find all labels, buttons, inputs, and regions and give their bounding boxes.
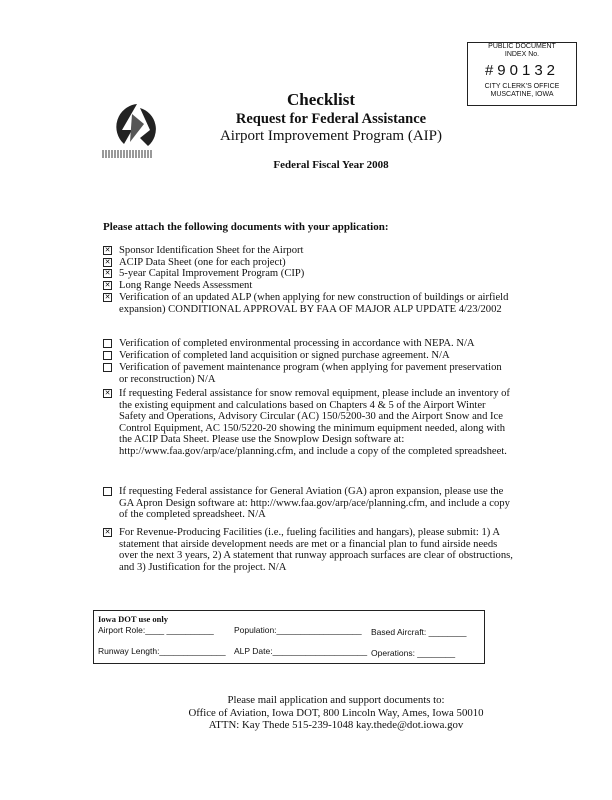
- checklist-item-text: For Revenue-Producing Facilities (i.e., fueling facilities and hangars), please submit: 1) A statement that airside development needs are met or a financial plan to fund airside needs over the next 3 years, 2) A statement that runway approach surfaces are clear of obstructions, and 3) Justification for the project. N/A: [119, 527, 513, 573]
- logo-caption: [102, 150, 152, 158]
- stamp-line: INDEX No.: [504, 51, 540, 58]
- stamp-number: #90132: [484, 62, 560, 79]
- airport-role-field: Airport Role:____ __________: [98, 625, 214, 635]
- stamp-line: CITY CLERK'S OFFICE: [484, 83, 560, 90]
- fiscal-year: Federal Fiscal Year 2008: [273, 159, 389, 171]
- checklist-item-text: Verification of an updated ALP (when applying for new construction of buildings or airfield expansion) CONDITIONAL APPROVAL BY FAA OF MAJOR ALP UPDATE 4/23/2002: [119, 292, 509, 315]
- checkbox[interactable]: ✕: [104, 281, 111, 289]
- checkbox[interactable]: [103, 339, 112, 348]
- checklist-item-text: Verification of pavement maintenance program (when applying for pavement preservation or reconstruction) N/A: [119, 362, 502, 385]
- checklist-item: [103, 362, 513, 385]
- population-field: Population:__________________: [234, 625, 362, 635]
- checkbox[interactable]: [103, 351, 112, 360]
- runway-length-field: Runway Length:______________: [98, 646, 226, 656]
- program-name: Airport Improvement Program (AIP): [219, 128, 443, 144]
- checklist-item: [103, 280, 513, 292]
- checklist-item: [103, 527, 513, 573]
- checklist-item-text: If requesting Federal assistance for snow removal equipment, please include an inventory of the existing equipment and calculations based on Chapters 4 & 5 of the Airport Winter Safety and Operations, Advisory Circular (AC) 150/5200-30 and the Airport Snow and Ice Control Equipment, AC 150/5220-20 showing the minimum equipment needed, along with the ACIP Data Sheet. Please use the Snowplow Design software at: http://www.faa.gov/arp/ace/planning.cfm, and include a copy of the completed spreadsheet.: [119, 388, 510, 457]
- checklist-item: [103, 338, 513, 350]
- checklist-item: [103, 292, 513, 315]
- based-aircraft-field: Based Aircraft: ________: [371, 627, 467, 637]
- box-heading: Iowa DOT use only: [98, 614, 168, 624]
- checkbox[interactable]: ✕: [104, 258, 111, 266]
- alp-date-field: ALP Date:____________________: [234, 646, 368, 656]
- mail-contact: ATTN: Kay Thede 515-239-1048 kay.thede@dot.iowa.gov: [208, 719, 464, 731]
- checkbox[interactable]: ✕: [104, 246, 111, 254]
- checklist-item-text: 5-year Capital Improvement Program (CIP): [119, 268, 305, 279]
- instruction: Please attach the following documents with your application:: [103, 221, 389, 233]
- checklist-item: [103, 268, 513, 280]
- checklist-item: [103, 245, 513, 257]
- page-title: Checklist: [287, 90, 355, 109]
- checkbox[interactable]: [103, 487, 112, 496]
- checklist-item-text: ACIP Data Sheet (one for each project): [119, 257, 286, 268]
- checkbox[interactable]: ✕: [104, 293, 111, 301]
- checklist-item-text: Long Range Needs Assessment: [119, 280, 253, 291]
- mail-address: Office of Aviation, Iowa DOT, 800 Lincoln Way, Ames, Iowa 50010: [188, 706, 484, 719]
- checkbox[interactable]: ✕: [104, 269, 111, 277]
- checklist-item-text: Sponsor Identification Sheet for the Airport: [119, 245, 304, 256]
- mail-block: [0, 694, 612, 732]
- checklist-item: [103, 257, 513, 269]
- checklist-item: [103, 388, 513, 458]
- mail-line: Please mail application and support documents to:: [227, 694, 445, 706]
- stamp-line: PUBLIC DOCUMENT: [488, 43, 556, 50]
- checkbox[interactable]: [103, 363, 112, 372]
- checklist-item-text: Verification of completed environmental processing in accordance with NEPA. N/A: [119, 338, 475, 349]
- subtitle: Request for Federal Assistance: [235, 111, 427, 127]
- iowa-dot-use-only-box: [93, 610, 485, 664]
- operations-field: Operations: ________: [371, 648, 456, 658]
- checklist-item-text: If requesting Federal assistance for General Aviation (GA) apron expansion, please use the GA Apron Design software at: http://www.faa.gov/arp/ace/planning.cfm, and include a copy of the completed spreadsheet. N/A: [119, 486, 510, 521]
- checkbox[interactable]: ✕: [104, 528, 111, 536]
- checklist-item-text: Verification of completed land acquisition or signed purchase agreement. N/A: [119, 350, 450, 361]
- checklist-item: [103, 486, 513, 521]
- checkbox[interactable]: ✕: [104, 389, 111, 397]
- stamp-line: MUSCATINE, IOWA: [490, 91, 554, 98]
- checklist-item: [103, 350, 513, 362]
